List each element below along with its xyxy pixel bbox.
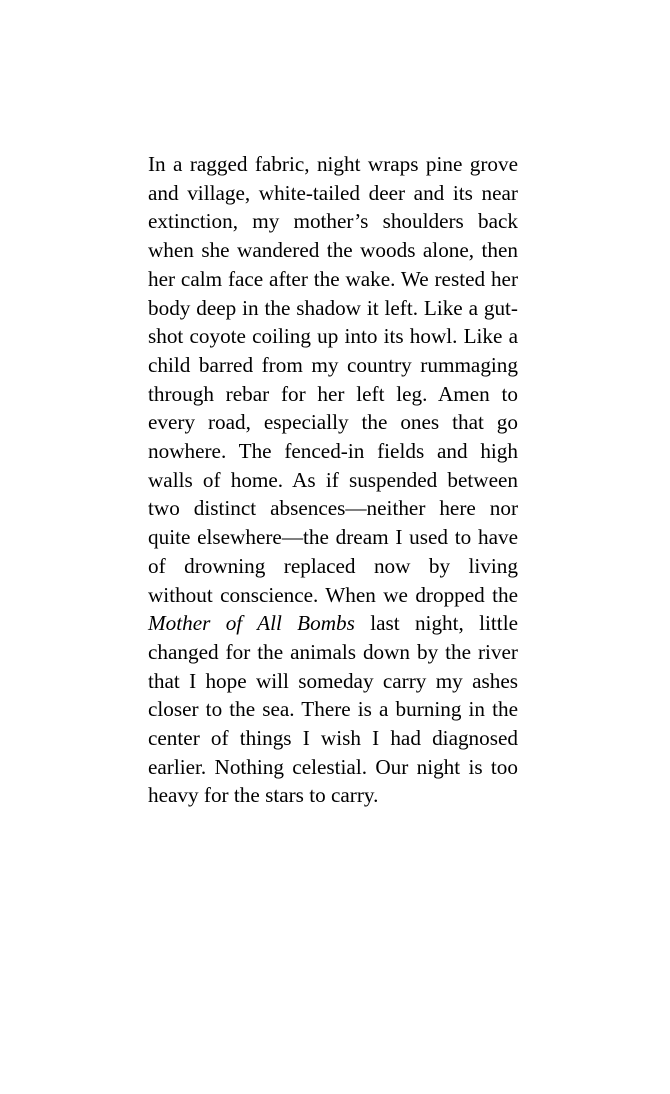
poem-segment-before-italic: In a ragged fabric, night wraps pine grove and village, white-tailed deer and its near extinction, my mother’s shoulders back when she wandered the woods alone, then her calm face after the wake. We rested her body deep in the shadow it left. Like a gut-shot coyote coiling up into its howl. Like a child barred from my country rummaging through rebar for her left leg. Amen to every road, especially the ones that go nowhere. The fenced-in fields and high walls of home. As if suspended between two distinct absences—neither here nor quite elsewhere—the dream I used to have of drowning replaced now by living without conscience. When we dropped the xyxy=(148,152,518,607)
poem-italic-title: Mother of All Bombs xyxy=(148,611,355,636)
poem-segment-after-italic: last night, little changed for the animals down by the river that I hope will someday carry my ashes closer to the sea. There is a burning in the center of things I wish I had diagnosed earlier. Nothing celestial. Our night is too heavy for the stars to carry. xyxy=(148,611,518,808)
text-block xyxy=(148,150,518,810)
poem-paragraph xyxy=(148,150,518,810)
